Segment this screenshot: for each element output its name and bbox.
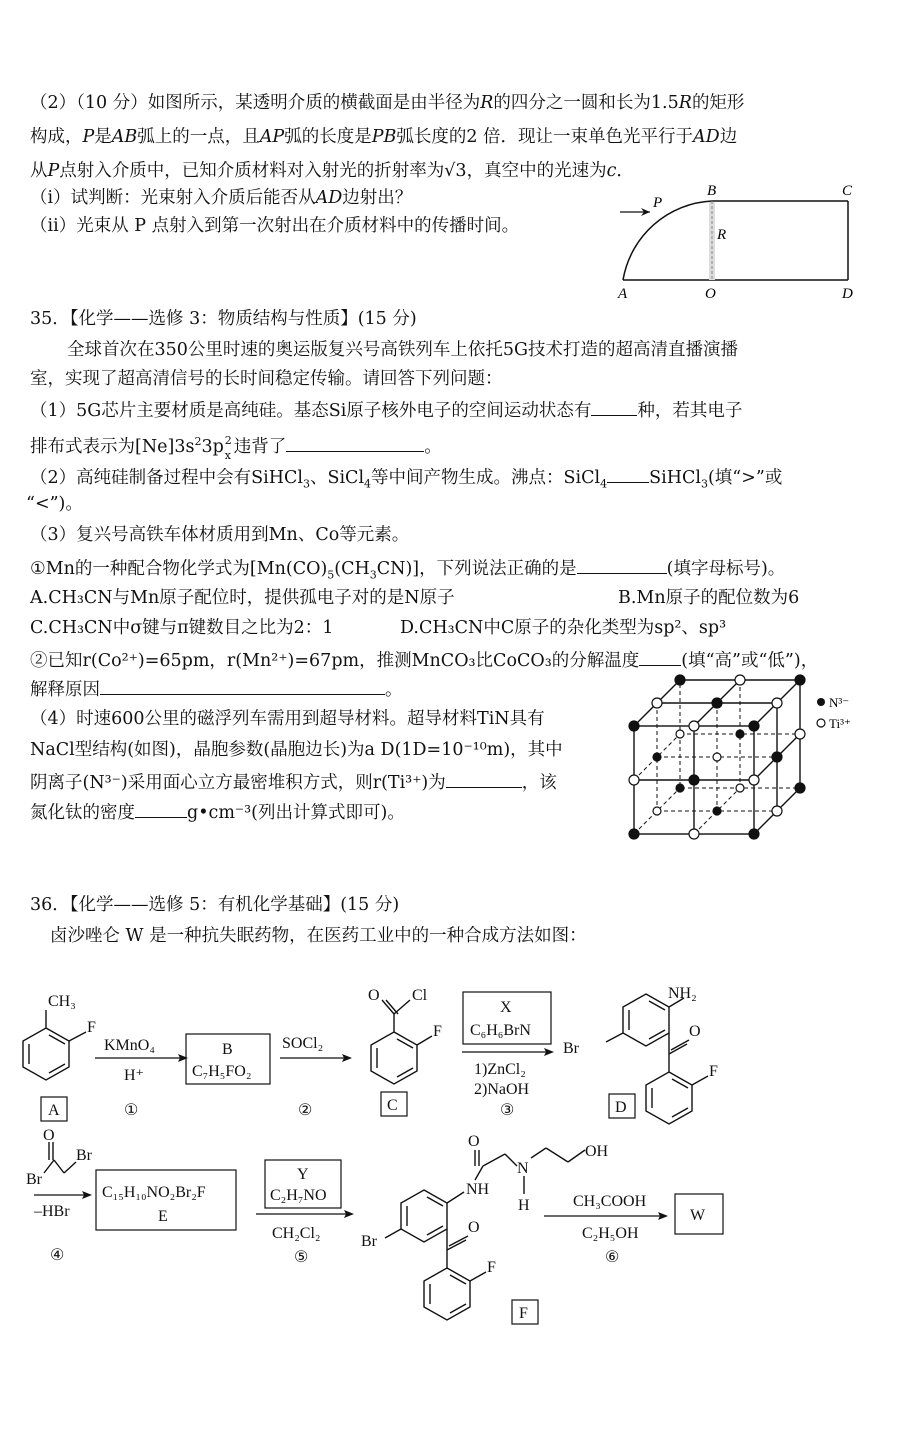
q35-part2-line2: “<”)。	[26, 494, 83, 514]
answer-blank	[446, 769, 522, 788]
f-label: F	[433, 1023, 442, 1040]
br-label: Br	[361, 1233, 377, 1250]
q36-title: 36．【化学——选修 5：有机化学基础】(15 分)	[30, 895, 400, 915]
crystal-cell-figure	[624, 672, 864, 842]
q35-part3: （3）复兴号高铁车体材质用到Mn、Co等元素。	[30, 525, 410, 545]
option-B: B.Mn原子的配位数为6	[618, 588, 800, 608]
label-O: O	[705, 286, 716, 302]
optics-figure	[608, 183, 868, 303]
br-label: Br	[76, 1147, 92, 1164]
e-formula: C₁₅H₁₀NO₂Br₂F	[102, 1184, 206, 1201]
q35-part3-1: ①Mn的一种配合物化学式为$[Mn(CO)_5(CH_3CN)]$，下列说法正确的是 (填字母标号)。	[30, 555, 785, 588]
label-B: B	[222, 1041, 233, 1058]
br-label: Br	[26, 1171, 42, 1188]
reagent-ch2cl2: CH₂Cl₂	[272, 1225, 321, 1242]
label-E: E	[158, 1208, 168, 1225]
reagent-socl2: SOCl₂	[282, 1035, 324, 1052]
label-X: X	[500, 999, 512, 1016]
option-A: A.CH₃CN与Mn原子配位时，提供孤电子对的是N原子	[30, 588, 455, 608]
step-6: ⑥	[605, 1249, 620, 1266]
synthesis-scheme	[0, 970, 900, 1370]
compound-A-structure	[23, 1010, 86, 1080]
answer-blank	[591, 397, 637, 416]
reagent-zncl2: 1)ZnCl₂	[474, 1061, 526, 1078]
reagent-ch3cooh: CH₃COOH	[573, 1193, 647, 1210]
h-label: H	[518, 1197, 530, 1214]
reagent-naoh: 2)NaOH	[474, 1081, 530, 1098]
answer-blank	[607, 464, 649, 483]
option-C: C.CH₃CN中σ键与π键数目之比为2：1	[30, 618, 334, 638]
q35-part2-line1: （2）高纯硅制备过程中会有SiHCl$_3$、SiCl$_4$等中间产物生成。沸点：SiCl$_4$ SiHCl$_3$(填“>”或	[30, 464, 782, 497]
ch3-label: CH₃	[48, 993, 76, 1010]
answer-blank	[577, 555, 667, 574]
physics-line-1: （2）（10 分）如图所示，某透明介质的横截面是由半径为R的四分之一圆和长为1.5R的矩形	[30, 93, 745, 113]
q36-intro: 卤沙唑仑 W 是一种抗失眠药物，在医药工业中的一种合成方法如图：	[50, 926, 587, 946]
reagent-h: H⁺	[124, 1067, 144, 1084]
q35-part1-line2: 排布式表示为$[Ne]3s^23p$ 2 x 违背了 。	[30, 434, 442, 463]
label-F: F	[519, 1305, 528, 1322]
label-P: P	[653, 195, 663, 211]
cl-label: Cl	[412, 987, 428, 1004]
legend-n3: N³⁻	[829, 695, 850, 710]
nh2-label: NH₂	[668, 985, 697, 1002]
y-formula: C₂H₇NO	[270, 1187, 327, 1204]
minus-hbr: –HBr	[34, 1203, 70, 1220]
legend-ti3: Ti³⁺	[829, 716, 851, 731]
answer-blank	[639, 647, 681, 666]
physics-line-3: 从P点射入介质中，已知介质材料对入射光的折射率为√3，真空中的光速为c．	[30, 161, 634, 181]
nh-label: NH	[466, 1181, 490, 1198]
physics-line-2: 构成，P是AB弧上的一点，且AP弧的长度是PB弧长度的2 倍．现让一束单色光平行于AD边	[30, 127, 738, 147]
f-label: F	[87, 1019, 96, 1036]
oh-label: OH	[585, 1143, 609, 1160]
label-D: D	[842, 286, 853, 302]
q35-part4-line3: 阴离子(N³⁻)采用面心立方最密堆积方式，则r(Ti³⁺)为 ，该	[30, 769, 557, 795]
label-W: W	[690, 1207, 706, 1224]
o-label: O	[468, 1219, 480, 1236]
o-label: O	[368, 987, 380, 1004]
answer-blank	[100, 676, 385, 695]
step-1: ①	[124, 1102, 139, 1119]
physics-question-ii: （ii）光束从 P 点射入到第一次射出在介质材料中的传播时间。	[30, 216, 520, 236]
answer-blank	[286, 433, 424, 452]
label-C: C	[387, 1097, 398, 1114]
o-label: O	[43, 1127, 55, 1144]
q35-intro-2: 室，实现了超高清信号的长时间稳定传输。请回答下列问题：	[30, 369, 503, 389]
b-formula: C₇H₅FO₂	[192, 1063, 252, 1080]
step-5: ⑤	[294, 1249, 309, 1266]
q35-part3-2-line2: 解释原因 。	[30, 676, 403, 702]
f-label: F	[709, 1063, 718, 1080]
label-A: A	[48, 1102, 60, 1119]
answer-blank	[135, 799, 187, 818]
n-label: N	[517, 1160, 529, 1177]
option-D: D.CH₃CN中C原子的杂化类型为sp²、sp³	[400, 618, 727, 638]
physics-question-i: （i）试判断：光束射入介质后能否从AD边射出？	[30, 188, 413, 208]
compound-C-structure	[371, 1000, 432, 1084]
label-B: B	[707, 183, 717, 199]
x-formula: C₆H₆BrN	[470, 1022, 531, 1039]
q35-intro-1: 全球首次在350公里时速的奥运版复兴号高铁列车上依托5G技术打造的超高清直播演播	[67, 340, 739, 360]
reagent-c2h5oh: C₂H₅OH	[582, 1225, 639, 1242]
label-Y: Y	[297, 1166, 309, 1183]
q35-part4-line1: （4）时速600公里的磁浮列车需用到超导材料。超导材料TiN具有	[30, 709, 545, 729]
label-A: A	[618, 286, 628, 302]
q35-part4-line2: NaCl型结构(如图)，晶胞参数(晶胞边长)为a D(1D=10⁻¹⁰m)，其中	[30, 740, 563, 760]
step-2: ②	[298, 1102, 313, 1119]
compound-F-structure	[385, 1148, 585, 1320]
label-R: R	[717, 227, 727, 243]
label-D: D	[615, 1099, 627, 1116]
q35-part3-2-line1: ②已知r(Co²⁺)=65pm，r(Mn²⁺)=67pm，推测MnCO₃比CoCO₃的分解温度 (填“高”或“低”)，	[30, 647, 818, 673]
label-C: C	[842, 183, 853, 199]
q35-part4-line4: 氮化钛的密度 g•cm⁻³(列出计算式即可)。	[30, 799, 405, 825]
o-label: O	[689, 1023, 701, 1040]
step-4: ④	[50, 1247, 65, 1264]
q35-part1-line1: （1）5G芯片主要材质是高纯硅。基态Si原子核外电子的空间运动状态有 种，若其电子	[30, 397, 742, 423]
reagent-kmno4: KMnO₄	[104, 1037, 155, 1054]
f-label: F	[487, 1259, 496, 1276]
q35-title: 35．【化学——选修 3：物质结构与性质】(15 分)	[30, 309, 417, 329]
o-label: O	[468, 1133, 480, 1150]
step-3: ③	[500, 1102, 515, 1119]
br-label: Br	[563, 1040, 579, 1057]
